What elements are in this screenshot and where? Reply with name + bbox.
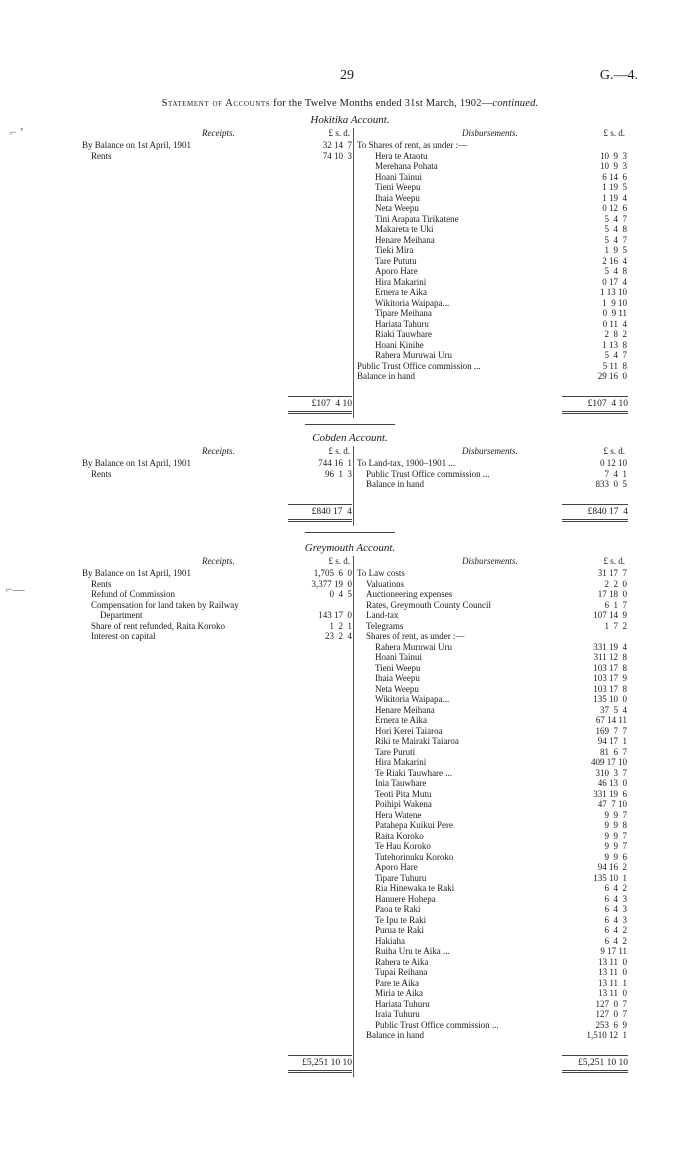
disbursement-row (357, 579, 627, 590)
disbursement-description: Tipare Meihana (375, 308, 432, 318)
receipt-description: Rents (82, 578, 112, 589)
disbursement-description: Inia Tauwhare (375, 778, 427, 788)
account-title: Cobden Account. (312, 432, 388, 444)
receipt-amount: 1,705 6 0 (313, 568, 352, 578)
receipt-row (82, 600, 352, 611)
receipts-column (82, 446, 352, 479)
receipt-row (82, 631, 352, 642)
disbursement-row (357, 193, 627, 204)
money-header: £ s. d. (328, 128, 350, 138)
disbursement-row (357, 642, 627, 653)
disbursement-row (357, 736, 627, 747)
receipt-amount: 0 4 5 (329, 589, 352, 599)
account-title: Greymouth Account. (304, 542, 396, 554)
disbursement-description: Hera Watene (375, 809, 422, 820)
disbursement-description: Tare Puruti (375, 746, 416, 757)
page-number: 29 (340, 68, 354, 83)
disbursement-amount: 6 4 2 (604, 935, 627, 946)
disbursement-amount: 9 17 11 (600, 946, 627, 956)
disbursement-amount: 37 5 4 (600, 704, 627, 715)
receipt-amount: 1 2 1 (329, 620, 352, 631)
disbursement-amount: 0 11 4 (602, 318, 627, 329)
receipts-column (82, 556, 352, 642)
disbursement-amount: 1 13 8 (602, 339, 627, 350)
receipts-header (82, 556, 352, 568)
account-separator (305, 424, 395, 425)
disbursement-description: Auctioneering expenses (366, 589, 453, 599)
page-reference: G.—4. (599, 68, 638, 83)
disbursement-row (357, 999, 627, 1010)
disbursement-amount: 2 2 0 (604, 578, 627, 589)
disbursement-row (357, 266, 627, 277)
receipt-row (82, 469, 352, 480)
disbursements-column (357, 128, 627, 382)
receipt-description: By Balance on 1st April, 1901 (82, 568, 191, 578)
receipt-amount: 32 14 7 (322, 140, 352, 150)
disbursement-amount: 9 9 6 (604, 851, 627, 862)
disbursements-header (357, 446, 627, 458)
disbursements-header (357, 128, 627, 140)
disbursement-row (357, 694, 627, 705)
margin-mark: ⌐ ʼ (10, 125, 24, 139)
disbursement-amount: 310 3 7 (595, 767, 627, 778)
disbursement-row (357, 883, 627, 894)
disbursement-row (357, 151, 627, 162)
disbursement-row (357, 673, 627, 684)
receipt-row (82, 151, 352, 162)
disbursement-amount: 94 17 1 (597, 736, 627, 746)
disbursement-amount: 331 19 4 (593, 641, 627, 652)
disbursement-description: To Law costs (357, 568, 405, 578)
disbursement-description: Henare Meihana (375, 704, 435, 715)
disbursement-row (357, 182, 627, 193)
greymouth-account (0, 542, 700, 1068)
disbursement-description: Hira Makarini (375, 757, 427, 767)
disbursement-amount: 127 0 7 (595, 998, 627, 1009)
statement-heading (0, 98, 700, 109)
disbursement-description: To Shares of rent, as under :— (357, 140, 468, 150)
disbursement-description: Ihaia Weepu (375, 192, 420, 203)
disbursement-amount: 13 11 0 (598, 956, 627, 967)
disbursement-amount: 9 9 7 (604, 830, 627, 841)
receipt-row (82, 579, 352, 590)
disbursement-amount: 0 12 6 (602, 203, 627, 213)
disbursement-description: Iraia Tuhuru (375, 1009, 420, 1019)
disbursement-amount: 6 4 3 (604, 893, 627, 904)
disbursement-amount: 169 7 7 (595, 725, 627, 736)
money-header: £ s. d. (603, 128, 625, 138)
disbursement-description: Patahepa Kuikui Pere (375, 820, 453, 830)
disbursement-row (357, 621, 627, 632)
disbursement-description: Pare te Aika (375, 977, 419, 988)
disbursement-description: Raita Koroko (375, 830, 424, 841)
disbursement-row (357, 172, 627, 183)
heading-prefix: Statement of Accounts (161, 98, 271, 109)
disbursement-description: Hori Kerei Taiaroa (375, 725, 443, 736)
disbursement-description: Aporo Hare (375, 862, 418, 872)
disbursement-description: Wikitoria Waipapa... (375, 297, 450, 308)
disbursement-row (357, 140, 627, 151)
receipts-header (82, 446, 352, 458)
disbursement-row (357, 287, 627, 298)
disbursement-description: Public Trust Office commission ... (357, 360, 481, 371)
disbursement-amount: 2 8 2 (604, 329, 627, 339)
disbursements-label: Disbursements. (462, 128, 518, 138)
disbursement-row (357, 757, 627, 768)
disbursement-description: To Land-tax, 1900–1901 ... (357, 458, 456, 468)
disbursement-description: Merehana Pohata (375, 161, 438, 171)
money-header: £ s. d. (328, 556, 350, 566)
disbursement-amount: 103 17 8 (593, 683, 627, 694)
disbursements-total: £107 4 10 (562, 396, 628, 414)
receipt-description: Interest on capital (82, 631, 156, 641)
receipts-label: Receipts. (202, 556, 235, 566)
disbursements-column (357, 446, 627, 490)
disbursement-row (357, 894, 627, 905)
disbursement-description: Neta Weepu (375, 203, 419, 213)
receipt-row (82, 589, 352, 600)
disbursements-column (357, 556, 627, 1041)
disbursement-amount: 135 10 0 (593, 694, 627, 704)
disbursement-description: Rahera te Aika (375, 956, 429, 967)
disbursement-row (357, 319, 627, 330)
disbursement-row (357, 340, 627, 351)
receipts-label: Receipts. (202, 446, 235, 456)
receipts-column (82, 128, 352, 161)
disbursement-amount: 5 4 7 (604, 213, 627, 224)
disbursement-row (357, 915, 627, 926)
receipt-description: Share of rent refunded, Raita Koroko (82, 620, 225, 631)
disbursement-row (357, 663, 627, 674)
disbursement-row (357, 214, 627, 225)
receipt-amount: 23 2 4 (325, 631, 352, 641)
disbursement-description: Tieki Mira (375, 245, 414, 255)
disbursement-amount: 1 9 5 (604, 245, 627, 255)
disbursement-description: Hoani Kinihe (375, 339, 424, 350)
receipt-row (82, 610, 352, 621)
disbursement-row (357, 652, 627, 663)
disbursement-row (357, 705, 627, 716)
disbursement-amount: 5 4 8 (604, 224, 627, 234)
disbursement-description: Henare Meihana (375, 234, 435, 245)
disbursements-label: Disbursements. (462, 556, 518, 566)
disbursement-description: Hanuere Hohepa (375, 893, 436, 904)
receipt-description: Compensation for land taken by Railway (82, 599, 239, 610)
receipt-description: Rents (82, 468, 112, 479)
disbursement-row (357, 810, 627, 821)
disbursement-description: Te Ipu te Raki (375, 914, 427, 925)
disbursement-row (357, 371, 627, 382)
disbursement-amount: 9 9 7 (604, 809, 627, 820)
disbursement-amount: 1 7 2 (604, 620, 627, 631)
disbursement-amount: 1 13 10 (600, 287, 627, 297)
disbursement-description: Ernera te Aika (375, 287, 427, 297)
disbursement-row (357, 957, 627, 968)
money-header: £ s. d. (328, 446, 350, 456)
disbursement-amount: 9 9 7 (604, 841, 627, 851)
account-separator (305, 532, 395, 533)
disbursement-description: Rahera Muruwai Uru (375, 350, 452, 360)
receipt-amount: 744 16 1 (318, 458, 352, 468)
disbursement-description: Aporo Hare (375, 266, 418, 276)
disbursement-description: Tieni Weepu (375, 662, 421, 673)
disbursement-row (357, 684, 627, 695)
column-divider (353, 446, 354, 526)
disbursement-amount: 9 9 8 (604, 820, 627, 830)
disbursement-row (357, 799, 627, 810)
disbursement-description: Ruiha Uru te Aika ... (375, 946, 450, 956)
disbursement-amount: 833 0 5 (595, 479, 627, 489)
disbursement-description: Tipare Tuhuru (375, 872, 427, 883)
receipt-description: By Balance on 1st April, 1901 (82, 458, 191, 468)
disbursement-amount: 311 12 8 (593, 652, 627, 662)
disbursement-row (357, 967, 627, 978)
disbursement-description: Balance in hand (366, 479, 424, 489)
disbursement-description: Tare Pututu (375, 255, 417, 266)
heading-middle: for the Twelve Months ended 31st March, 1902— (273, 98, 493, 109)
disbursement-row (357, 600, 627, 611)
disbursement-description: Te Riaki Tauwhare ... (375, 767, 453, 778)
disbursement-amount: 31 17 7 (597, 568, 627, 578)
disbursement-row (357, 946, 627, 957)
disbursement-description: Ernera te Aika (375, 715, 427, 725)
disbursement-description: Paoa te Raki (375, 904, 421, 914)
disbursement-row (357, 298, 627, 309)
disbursement-amount: 10 9 3 (600, 161, 627, 171)
receipt-amount: 143 17 0 (318, 610, 352, 620)
disbursement-row (357, 589, 627, 600)
disbursement-row (357, 329, 627, 340)
disbursement-amount: 6 4 2 (604, 883, 627, 893)
disbursement-description: Tini Arapata Tirikatene (375, 213, 459, 224)
disbursement-amount: 17 18 0 (597, 589, 627, 599)
disbursement-amount: 67 14 11 (595, 715, 627, 725)
disbursement-row (357, 778, 627, 789)
disbursement-description: Tutehorinuku Koroko (375, 851, 454, 862)
disbursement-description: Makareta te Uki (375, 224, 434, 234)
disbursement-row (357, 715, 627, 726)
disbursement-amount: 107 14 9 (593, 610, 627, 620)
disbursement-row (357, 224, 627, 235)
disbursement-row (357, 469, 627, 480)
disbursement-description: Hariata Tuhuru (375, 998, 430, 1009)
disbursements-header (357, 556, 627, 568)
disbursement-row (357, 479, 627, 490)
disbursement-row (357, 203, 627, 214)
receipt-amount: 3,377 19 0 (311, 578, 352, 589)
disbursement-description: Ria Hinewaka te Raki (375, 883, 455, 893)
disbursement-row (357, 841, 627, 852)
disbursement-amount: 0 9 11 (602, 308, 627, 318)
disbursement-row (357, 873, 627, 884)
disbursement-amount: 13 11 0 (598, 988, 627, 998)
disbursement-amount: 5 4 8 (604, 266, 627, 276)
disbursement-description: Hoani Tainui (375, 652, 422, 662)
disbursement-description: Purua te Raki (375, 925, 424, 935)
receipt-row (82, 458, 352, 469)
disbursement-row (357, 350, 627, 361)
disbursement-amount: 2 16 4 (602, 255, 627, 266)
disbursement-amount: 409 17 10 (591, 757, 627, 767)
disbursement-amount: 81 6 7 (600, 746, 627, 757)
disbursement-description: Teoti Pita Mutu (375, 788, 432, 799)
disbursement-amount: 0 12 10 (600, 458, 627, 468)
disbursement-description: Hira Makarini (375, 276, 427, 287)
disbursement-description: Hakiaha (375, 935, 405, 946)
margin-mark: ⌐— (6, 582, 25, 596)
receipts-total: £840 17 4 (288, 504, 352, 522)
disbursement-row (357, 631, 627, 642)
receipt-amount: 74 10 3 (322, 150, 352, 161)
disbursement-description: Miria te Aika (375, 988, 423, 998)
disbursement-amount: 6 4 3 (604, 904, 627, 914)
disbursement-description: Hoani Tainui (375, 171, 422, 182)
disbursement-row (357, 862, 627, 873)
disbursement-row (357, 568, 627, 579)
disbursements-label: Disbursements. (462, 446, 518, 456)
disbursement-description: Valuations (366, 578, 404, 589)
receipt-row (82, 621, 352, 632)
column-divider (353, 128, 354, 418)
disbursement-row (357, 610, 627, 621)
disbursement-amount: 1 9 10 (602, 297, 627, 308)
receipt-row (82, 140, 352, 151)
money-header: £ s. d. (603, 446, 625, 456)
disbursement-row (357, 988, 627, 999)
disbursements-total: £840 17 4 (562, 504, 628, 522)
disbursement-row (357, 308, 627, 319)
disbursement-amount: 5 4 7 (604, 234, 627, 245)
disbursement-amount: 94 16 2 (597, 862, 627, 872)
disbursement-amount: 6 4 3 (604, 914, 627, 925)
account-title: Hokitika Account. (310, 114, 390, 126)
disbursement-description: Land-tax (366, 610, 399, 620)
disbursement-description: Shares of rent, as under :— (366, 631, 465, 641)
disbursement-description: Balance in hand (357, 371, 415, 381)
disbursement-row (357, 768, 627, 779)
receipts-header (82, 128, 352, 140)
disbursement-row (357, 1009, 627, 1020)
cobden-account (0, 432, 700, 517)
disbursement-description: Ihaia Weepu (375, 673, 420, 683)
disbursement-amount: 6 1 7 (604, 599, 627, 610)
disbursement-row (357, 852, 627, 863)
receipt-amount: 96 1 3 (325, 468, 352, 479)
disbursement-amount: 47 7 10 (597, 799, 627, 809)
disbursement-description: Tupai Reihana (375, 967, 428, 977)
disbursement-row (357, 925, 627, 936)
disbursement-amount: 13 11 1 (598, 977, 627, 988)
money-header: £ s. d. (603, 556, 625, 566)
disbursement-row (357, 831, 627, 842)
disbursement-amount: 46 13 0 (597, 778, 627, 788)
disbursement-description: Poihipi Wakena (375, 799, 432, 809)
disbursement-row (357, 726, 627, 737)
disbursement-description: Neta Weepu (375, 683, 419, 694)
disbursement-amount: 29 16 0 (597, 371, 627, 381)
receipt-description: By Balance on 1st April, 1901 (82, 140, 191, 150)
disbursement-amount: 1 19 5 (602, 182, 627, 192)
receipt-description: Refund of Commission (82, 589, 176, 599)
disbursements-total: £5,251 10 10 (562, 1055, 628, 1073)
disbursement-row (357, 789, 627, 800)
disbursement-description: Tieni Weepu (375, 182, 421, 192)
receipts-total: £5,251 10 10 (288, 1055, 352, 1073)
disbursement-description: Rates, Greymouth County Council (366, 599, 491, 610)
disbursement-amount: 10 9 3 (600, 150, 627, 161)
disbursement-amount: 0 17 4 (602, 276, 627, 287)
disbursement-amount: 103 17 8 (593, 662, 627, 673)
disbursement-description: Riki te Mairaki Taiaroa (375, 736, 459, 746)
disbursement-amount: 5 4 7 (604, 350, 627, 360)
disbursement-row (357, 256, 627, 267)
disbursement-description: Public Trust Office commission ... (375, 1019, 499, 1030)
disbursement-description: Telegrams (366, 620, 404, 631)
disbursement-amount: 135 10 1 (593, 872, 627, 883)
disbursement-row (357, 1020, 627, 1031)
heading-suffix: continued. (492, 98, 539, 109)
disbursement-description: Hariata Tahuru (375, 318, 429, 329)
disbursement-description: Riaki Tauwhare (375, 329, 432, 339)
disbursement-description: Hera te Ataotu (375, 150, 428, 161)
receipt-description: Department (82, 610, 143, 620)
disbursement-description: Rahera Muruwai Uru (375, 641, 452, 652)
disbursement-row (357, 361, 627, 372)
disbursement-row (357, 235, 627, 246)
disbursement-description: Te Hau Koroko (375, 841, 431, 851)
disbursement-description: Wikitoria Waipapa... (375, 694, 450, 704)
disbursement-description: Balance in hand (366, 1030, 424, 1040)
disbursement-row (357, 936, 627, 947)
disbursement-amount: 103 17 9 (593, 673, 627, 683)
receipt-row (82, 568, 352, 579)
disbursement-description: Public Trust Office commission ... (366, 468, 490, 479)
column-divider (353, 556, 354, 1077)
disbursement-amount: 1 19 4 (602, 192, 627, 203)
disbursement-amount: 6 14 6 (602, 171, 627, 182)
disbursement-amount: 253 6 9 (595, 1019, 627, 1030)
disbursement-row (357, 245, 627, 256)
disbursement-amount: 7 4 1 (604, 468, 627, 479)
hokitika-account (0, 114, 700, 414)
disbursement-row (357, 747, 627, 758)
receipt-description: Rents (82, 150, 112, 161)
disbursement-amount: 5 11 8 (602, 360, 627, 371)
disbursement-amount: 331 19 6 (593, 788, 627, 799)
disbursement-amount: 6 4 2 (604, 925, 627, 935)
disbursement-row (357, 820, 627, 831)
disbursement-amount: 13 11 0 (598, 967, 627, 977)
receipts-label: Receipts. (202, 128, 235, 138)
receipts-total: £107 4 10 (288, 396, 352, 414)
disbursement-row (357, 277, 627, 288)
disbursement-amount: 127 0 7 (595, 1009, 627, 1019)
disbursement-row (357, 161, 627, 172)
disbursement-row (357, 904, 627, 915)
disbursement-row (357, 978, 627, 989)
disbursement-amount: 1,510 12 1 (586, 1030, 627, 1040)
disbursement-row (357, 458, 627, 469)
disbursement-row (357, 1030, 627, 1041)
